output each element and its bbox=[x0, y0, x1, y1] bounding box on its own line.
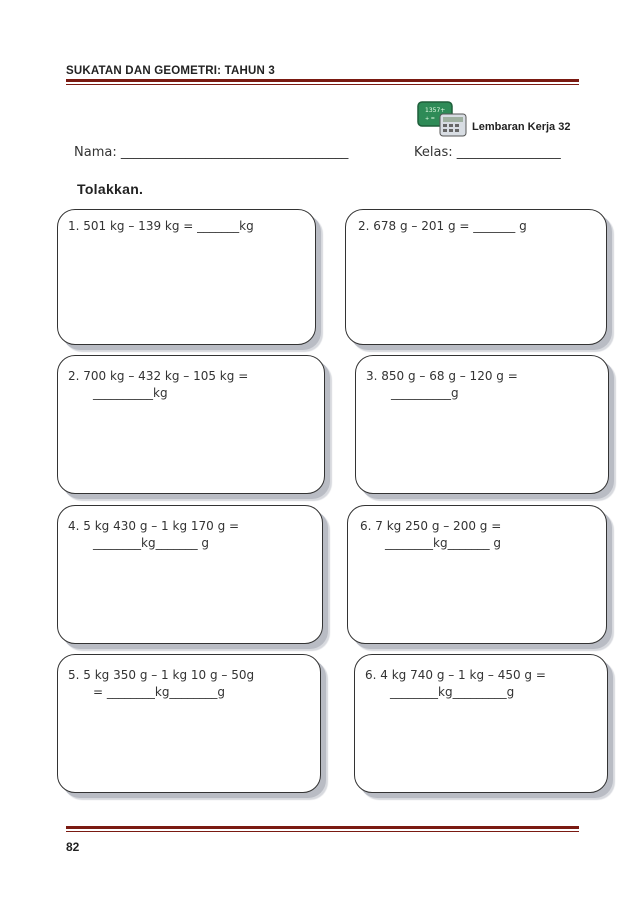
question-4: 3. 850 g – 68 g – 120 g = __________g bbox=[366, 369, 518, 400]
question-8: 6. 4 kg 740 g – 1 kg – 450 g = ________kg_________g bbox=[365, 668, 546, 699]
question-5: 4. 5 kg 430 g – 1 kg 170 g = ________kg_______ g bbox=[68, 519, 240, 550]
question-1: 1. 501 kg – 139 kg = _______kg bbox=[68, 219, 254, 233]
question-7: 5. 5 kg 350 g – 1 kg 10 g – 50g = ________kg________g bbox=[68, 668, 255, 699]
svg-text:+ =: + = bbox=[425, 116, 435, 122]
answer-box-6 bbox=[347, 505, 607, 644]
answer-box-7 bbox=[57, 654, 321, 793]
answer-box-3 bbox=[57, 355, 325, 494]
answer-box-8 bbox=[354, 654, 608, 793]
running-header: SUKATAN DAN GEOMETRI: TAHUN 3 bbox=[66, 65, 275, 77]
instruction-heading: Tolakkan. bbox=[77, 181, 144, 197]
question-3: 2. 700 kg – 432 kg – 105 kg = __________kg bbox=[68, 369, 249, 400]
svg-text:1357+: 1357+ bbox=[425, 107, 446, 114]
answer-box-2 bbox=[345, 209, 607, 345]
page-number: 82 bbox=[66, 840, 80, 854]
answer-box-1 bbox=[57, 209, 316, 345]
header-rule bbox=[66, 79, 579, 85]
answer-box-5 bbox=[57, 505, 323, 644]
answer-box-4 bbox=[355, 355, 609, 494]
question-6: 6. 7 kg 250 g – 200 g = ________kg_______ g bbox=[360, 519, 502, 550]
worksheet-label: Lembaran Kerja 32 bbox=[472, 121, 571, 133]
calculator-chalkboard-icon bbox=[416, 100, 470, 140]
class-field: Kelas: ________________ bbox=[414, 145, 561, 160]
question-2: 2. 678 g – 201 g = _______ g bbox=[358, 219, 527, 233]
footer-rule bbox=[66, 826, 579, 832]
name-field: Nama: ___________________________________ bbox=[74, 145, 349, 160]
